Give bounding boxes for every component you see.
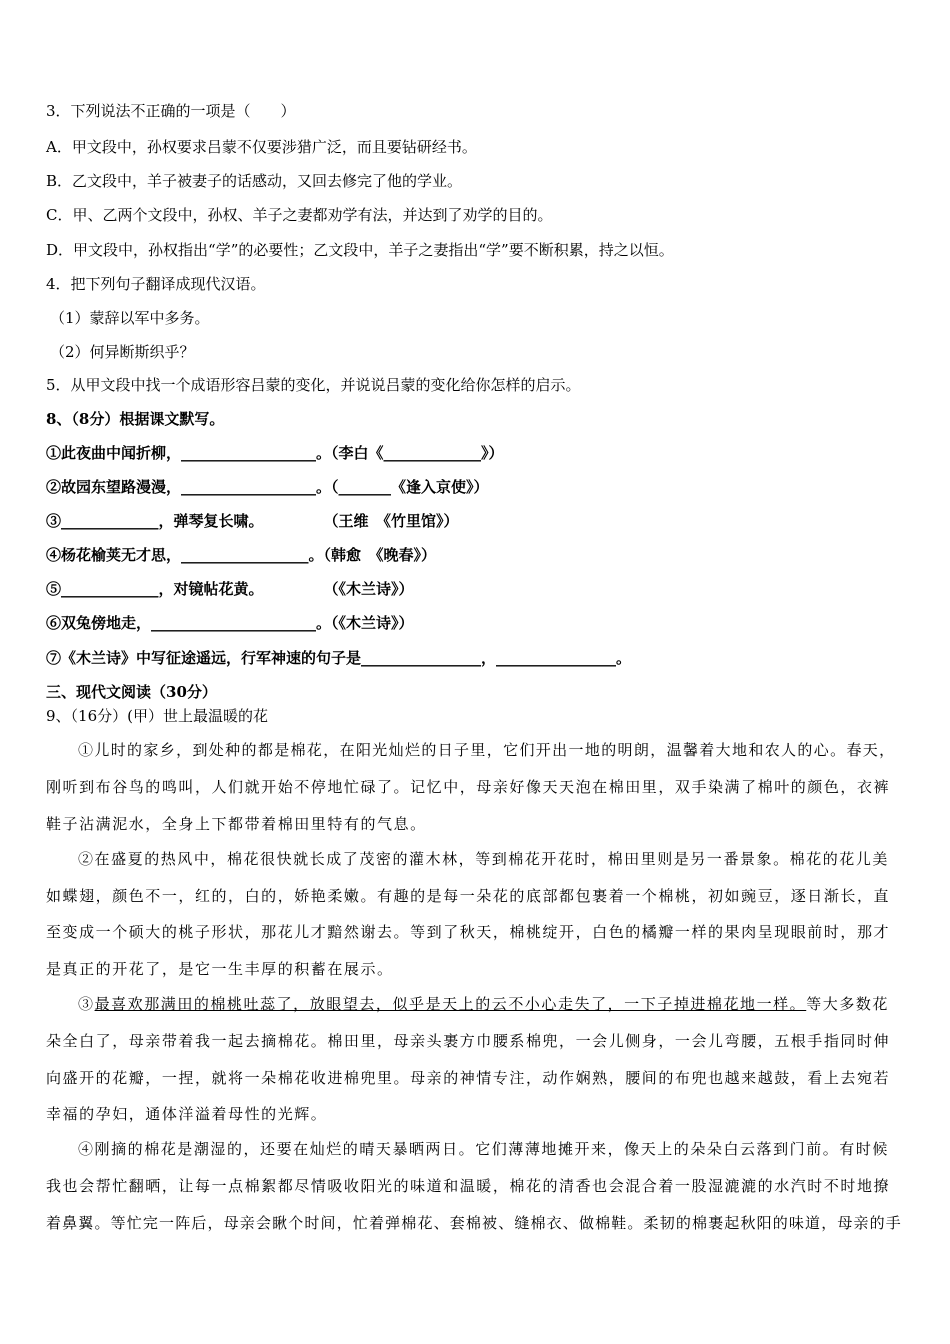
question-9: 9、（16分）(甲）世上最温暖的花 <box>46 707 268 725</box>
paragraph-2-line: ②在盛夏的热风中，棉花很快就长成了茂密的灌木林，等到棉花开花时，棉田里则是另一番景象。棉花的花儿美 <box>78 850 889 868</box>
dictation-item-7: ⑦《木兰诗》中写征途遥远，行军神速的句子是________________，________________。 <box>46 649 632 667</box>
option-a: A．甲文段中，孙权要求吕蒙不仅要涉猎广泛，而且要钻研经书。 <box>46 138 477 156</box>
paragraph-3-first-line <box>78 994 889 1014</box>
paragraph-4-line: 我也会帮忙翻晒，让每一点棉絮都尽情吸收阳光的味道和温暖，棉花的清香也会混合着一股湿漉漉的水汽时不时地撩 <box>46 1177 891 1195</box>
paragraph-4-line: ④刚摘的棉花是潮湿的，还要在灿烂的晴天暴晒两日。它们薄薄地摊开来，像天上的朵朵白云落到门前。有时候 <box>78 1140 889 1158</box>
paragraph-3-line: 幸福的孕妇，通体洋溢着母性的光辉。 <box>46 1105 328 1123</box>
paragraph-3-line: 向盛开的花瓣，一捏，就将一朵棉花收进棉兜里。母亲的神情专注，动作娴熟，腰间的布兜也越来越鼓，看上去宛若 <box>46 1069 891 1087</box>
dictation-item-4: ④杨花榆荚无才思，_________________。（韩愈 《晚春》） <box>46 546 437 564</box>
dictation-title: 8、（8分）根据课文默写。 <box>46 410 225 428</box>
dictation-item-6: ⑥双兔傍地走，______________________。（《木兰诗》） <box>46 614 414 632</box>
dictation-item-2: ②故园东望路漫漫，__________________。（_______《逢入京使》） <box>46 478 489 496</box>
paragraph-1-line: ①儿时的家乡，到处种的都是棉花，在阳光灿烂的日子里，它们开出一地的明朗，温馨着大地和农人的心。春天， <box>78 741 896 759</box>
question-4: 4．把下列句子翻译成现代汉语。 <box>46 275 266 293</box>
question-5: 5．从甲文段中找一个成语形容吕蒙的变化，并说说吕蒙的变化给你怎样的启示。 <box>46 376 581 394</box>
question-3: 3．下列说法不正确的一项是（ ） <box>46 102 296 120</box>
dictation-item-3: ③_____________，弹琴复长啸。 （王维 《竹里馆》） <box>46 512 459 530</box>
paragraph-1-line: 刚听到布谷鸟的鸣叫，人们就开始不停地忙碌了。记忆中，母亲好像天天泡在棉田里，双手染满了棉叶的颜色，衣裤 <box>46 778 891 796</box>
option-b: B．乙文段中，羊子被妻子的话感动，又回去修完了他的学业。 <box>46 172 463 190</box>
paragraph-2-line: 至变成一个硕大的桃子形状，那花儿才黯然谢去。等到了秋天，棉桃绽开，白色的橘瓣一样的果肉呈现眼前时，那才 <box>46 923 891 941</box>
paragraph-2-line: 是真正的开花了，是它一生丰厚的积蓄在展示。 <box>46 960 394 978</box>
paragraph-3-line: 朵全白了，母亲带着我一起去摘棉花。棉田里，母亲头裹方巾腰系棉兜，一会儿侧身，一会儿弯腰，五根手指同时伸 <box>46 1032 891 1050</box>
option-d: D．甲文段中，孙权指出“学”的必要性；乙文段中，羊子之妻指出“学”要不断积累，持之以恒。 <box>46 241 674 259</box>
paragraph-1-line: 鞋子沾满泥水，全身上下都带着棉田里特有的气息。 <box>46 815 427 833</box>
dictation-item-5: ⑤_____________，对镜帖花黄。 （《木兰诗》） <box>46 580 414 598</box>
paragraph-2-line: 如蝶翅，颜色不一，红的，白的，娇艳柔嫩。有趣的是每一朵花的底部都包裹着一个棉桃，初如豌豆，逐日渐长，直 <box>46 887 891 905</box>
paragraph-4-line: 着鼻翼。等忙完一阵后，母亲会瞅个时间，忙着弹棉花、套棉被、缝棉衣、做棉鞋。柔韧的棉裹起秋阳的味道，母亲的手 <box>46 1214 902 1232</box>
underlined-sentence: 最喜欢那满田的棉桃吐蕊了，放眼望去，似乎是天上的云不小心走失了，一下子掉进棉花地一样。 <box>94 995 807 1013</box>
paragraph-3-continuation: 等大多数花 <box>806 995 889 1013</box>
question-4-item-1: （1）蒙辞以军中多务。 <box>50 309 210 327</box>
question-4-item-2: （2）何异断斯织乎？ <box>50 343 195 361</box>
dictation-item-1: ①此夜曲中闻折柳，__________________。（李白《_____________》） <box>46 444 504 462</box>
option-c: C．甲、乙两个文段中，孙权、羊子之妻都劝学有法，并达到了劝学的目的。 <box>46 206 553 224</box>
paragraph-3-number: ③ <box>78 995 95 1013</box>
section-3-title: 三、现代文阅读（30分） <box>46 683 217 701</box>
